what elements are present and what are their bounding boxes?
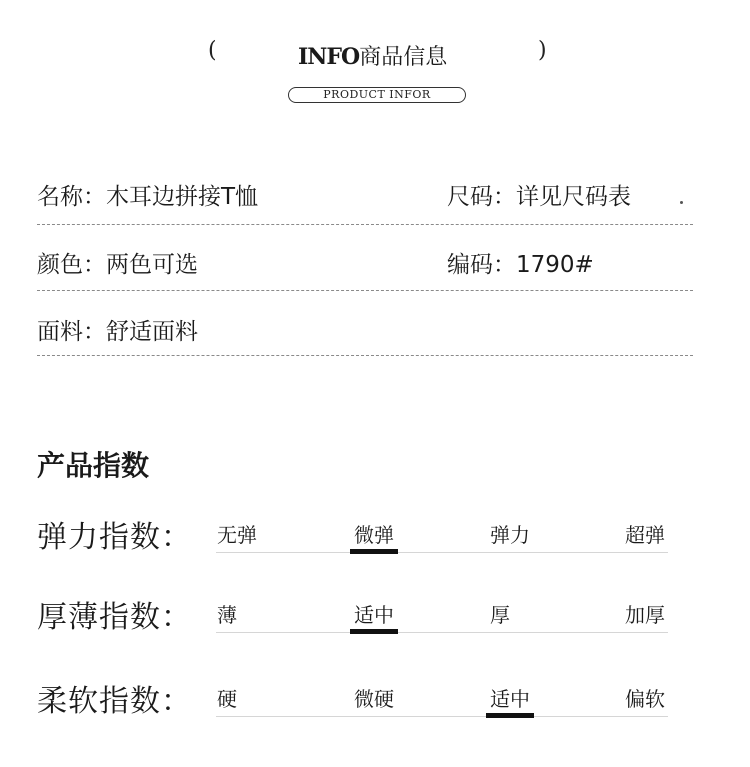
header-title-en: INFO [298,44,360,70]
scale-option: 适中 [490,687,530,711]
product-color: 颜色：两色可选 [37,252,198,278]
stray-dot [680,201,683,204]
right-bracket: ) [538,38,547,63]
info-row-2 [37,246,693,286]
scale-option: 薄 [217,603,237,627]
scale-option: 偏软 [625,687,665,711]
scale-label: 柔软指数： [37,684,192,719]
scale-selected-indicator [350,629,398,634]
scale-track [216,632,668,633]
scale-label: 厚薄指数： [37,600,192,635]
info-row-1 [37,178,693,218]
scale-option: 微硬 [354,687,394,711]
scale-option: 厚 [490,603,510,627]
product-name: 名称：木耳边拼接T恤 [37,184,259,210]
scale-track [216,716,668,717]
scale-selected-indicator [486,713,534,718]
section-header [0,38,750,72]
header-title-cn: 商品信息 [359,45,448,70]
scale-option: 硬 [217,687,237,711]
product-code: 编码：1790# [447,252,594,278]
header-subtitle-pill: PRODUCT INFOR [288,87,466,103]
scale-elasticity [37,512,677,572]
scale-selected-indicator [350,549,398,554]
divider [37,224,693,225]
divider [37,355,693,356]
scale-label: 弹力指数： [37,520,192,555]
scale-option: 适中 [354,603,394,627]
left-bracket: ( [208,38,217,63]
product-size: 尺码：详见尺码表 [447,184,631,210]
header-title [298,40,447,71]
scale-option: 超弹 [625,523,665,547]
scale-track [216,552,668,553]
scale-softness [37,676,677,736]
divider [37,290,693,291]
product-fabric: 面料：舒适面料 [37,319,198,345]
scale-thickness [37,592,677,652]
scale-option: 加厚 [625,603,665,627]
scale-option: 弹力 [490,523,530,547]
scale-option: 微弹 [354,523,394,547]
info-row-3 [37,313,693,353]
scale-option: 无弹 [217,523,257,547]
indices-title: 产品指数 [37,449,150,482]
